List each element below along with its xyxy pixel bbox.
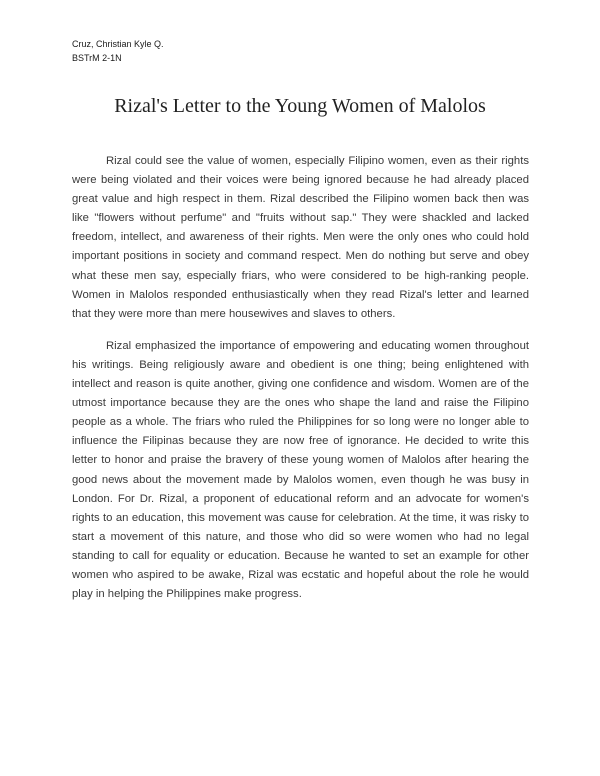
paragraph: Rizal could see the value of women, especially Filipino women, even as their rights were being violated and their voices were being ignored because he had already placed great value and high respect in them. Rizal described the Filipino women back then was like "flowers without perfume" and "fruits without sap." They were shackled and lacked freedom, intellect, and awareness of their rights. Men were the only ones who could hold important positions in society and command respect. Men do nothing but serve and obey what these men say, especially friars, who were considered to be high-ranking people. Women in Malolos responded enthusiastically when they read Rizal's letter and learned that they were more than mere housewives and slaves to others.: [72, 155, 529, 320]
paragraph: Rizal emphasized the importance of empowering and educating women throughout his writings. Being religiously aware and obedient is one thing; being enlightened with intellect and reason is quite another, giving one confidence and wisdom. Women are of the utmost importance because they are the ones who shape the land and raise the Filipino people as a whole. The friars who ruled the Philippines for so long were no longer able to influence the Filipinas because they are now free of ignorance. He decided to write this letter to honor and praise the bravery of these young women of Malolos after hearing the good news about the movement made by Malolos women, even though he was busy in London. For Dr. Rizal, a proponent of educational reform and an advocate for women's rights to an education, this movement was cause for celebration. At the time, it was risky to start a movement of this nature, and those who did so were women who had no legal standing to call for equality or education. Because he wanted to set an example for other women who aspired to be awake, Rizal was ecstatic and hopeful about the role he would play in helping the Philippines make progress.: [72, 339, 529, 601]
author-name: Cruz, Christian Kyle Q.: [72, 39, 164, 49]
document-body: [72, 152, 529, 617]
author-section: BSTrM 2-1N: [72, 53, 122, 63]
document-title: Rizal's Letter to the Young Women of Malolos: [114, 95, 486, 117]
author-header: [72, 37, 164, 65]
